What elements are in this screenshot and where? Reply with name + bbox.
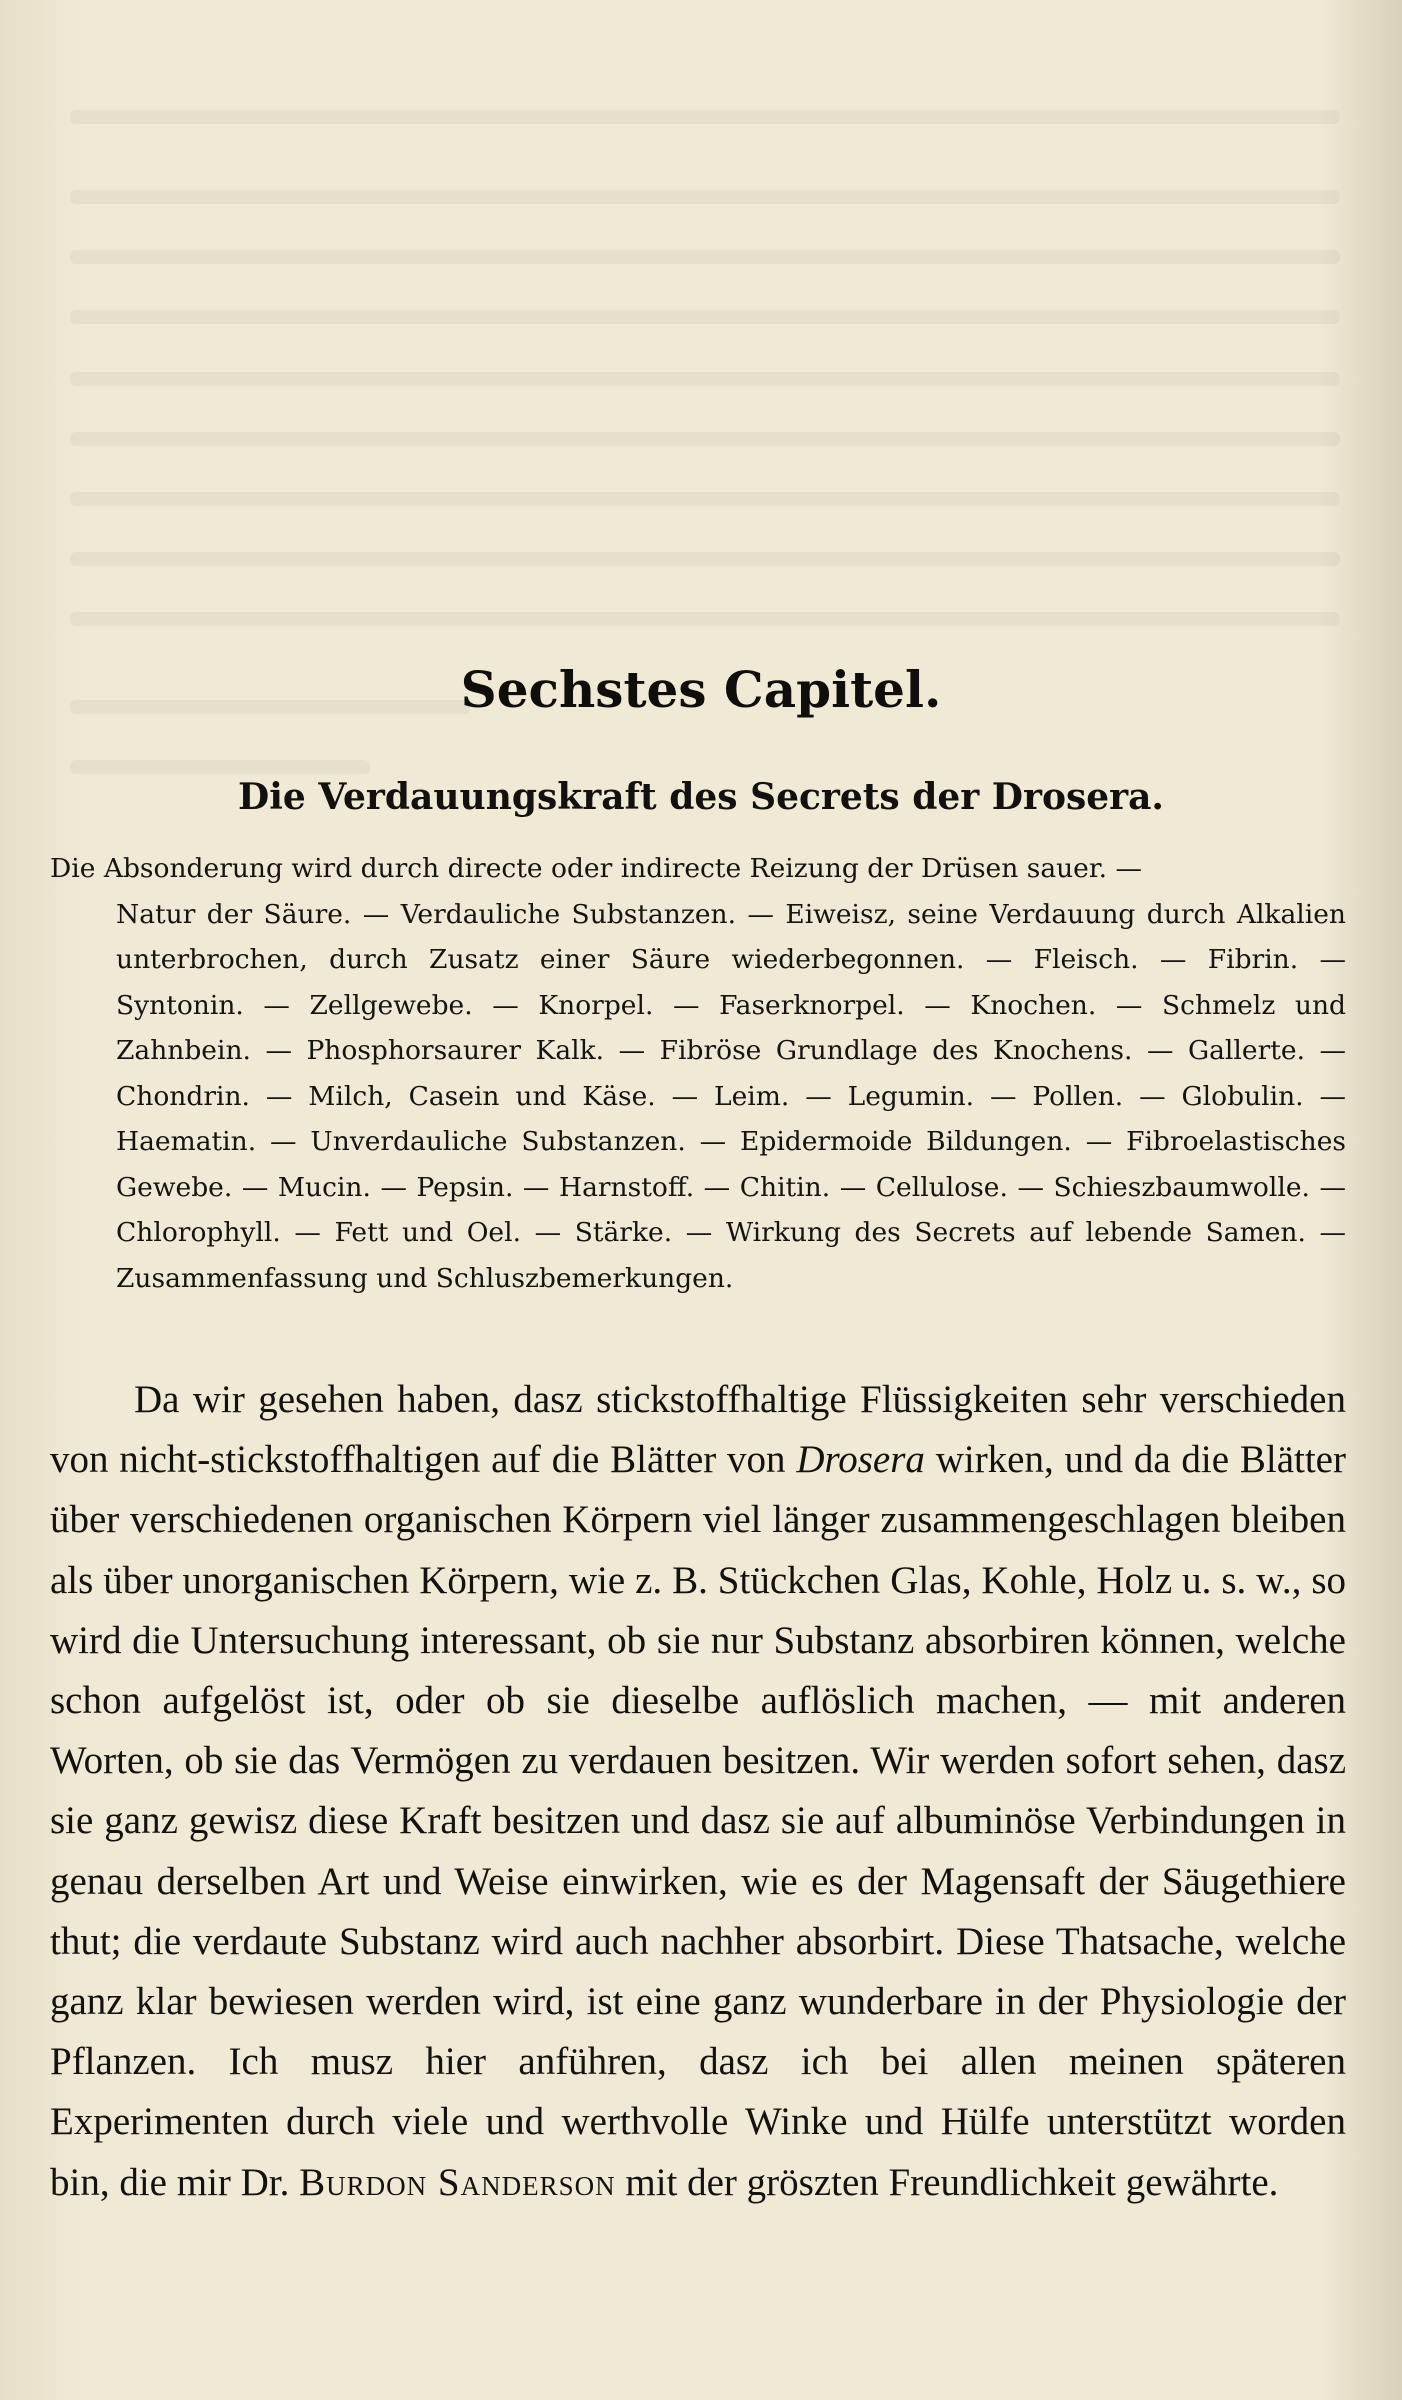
body-paragraph [50, 1370, 1346, 2213]
chapter-subtitle [0, 776, 1402, 818]
person-name: Burdon Sanderson [299, 2160, 616, 2204]
body-text-part-1: Da wir gesehen haben, dasz stickstoffhaltige Flüssigkeiten sehr verschieden von nicht-stickstoffhaltigen auf die Blätter von [50, 1378, 1346, 1482]
chapter-title: Sechstes Capitel. [460, 660, 942, 719]
body-text-part-3: mit der gröszten Freundlichkeit gewährte. [615, 2160, 1279, 2204]
chapter-subtitle-text: Die Verdauungskraft des Secrets der Drosera. [238, 776, 1164, 818]
chapter-summary [50, 846, 1346, 1301]
body-text-part-2: wirken, und da die Blätter über verschiedenen organischen Körpern viel länger zusammengeschlagen bleiben als über unorganischen Körpern, wie z. B. Stückchen Glas, Kohle, Holz u. s. w., so wird die Untersuchung interessant, ob sie nur Substanz absorbiren können, welche schon aufgelöst ist, oder ob sie dieselbe auflöslich machen, — mit anderen Worten, ob sie das Vermögen zu verdauen besitzen. Wir werden sofort sehen, dasz sie ganz gewisz diese Kraft besitzen und dasz sie auf albuminöse Verbindungen in genau derselben Art und Weise einwirken, wie es der Magensaft der Säugethiere thut; die verdaute Substanz wird auch nachher absorbirt. Diese Thatsache, welche ganz klar bewiesen werden wird, ist eine ganz wunderbare in der Physiologie der Pflanzen. Ich musz hier anführen, dasz ich bei allen meinen späteren Experimenten durch viele und werthvolle Winke und Hülfe unterstützt worden bin, die mir Dr. [50, 1438, 1346, 2204]
drosera-italic: Drosera [796, 1438, 925, 1482]
summary-first-line: Die Absonderung wird durch directe oder indirecte Reizung der Drüsen sauer. — [50, 853, 1142, 884]
summary-continuation: Natur der Säure. — Verdauliche Substanzen. — Eiweisz, seine Verdauung durch Alkalien unterbrochen, durch Zusatz einer Säure wiederbegonnen. — Fleisch. — Fibrin. — Syntonin. — Zellgewebe. — Knorpel. — Faserknorpel. — Knochen. — Schmelz und Zahnbein. — Phosphorsaurer Kalk. — Fibröse Grundlage des Knochens. — Gallerte. — Chondrin. — Milch, Casein und Käse. — Leim. — Legumin. — Pollen. — Globulin. — Haematin. — Unverdauliche Substanzen. — Epidermoide Bildungen. — Fibroelastisches Gewebe. — Mucin. — Pepsin. — Harnstoff. — Chitin. — Cellulose. — Schieszbaumwolle. — Chlorophyll. — Fett und Oel. — Stärke. — Wirkung des Secrets auf lebende Samen. — Zusammenfassung und Schluszbemerkungen. [116, 898, 1346, 1294]
